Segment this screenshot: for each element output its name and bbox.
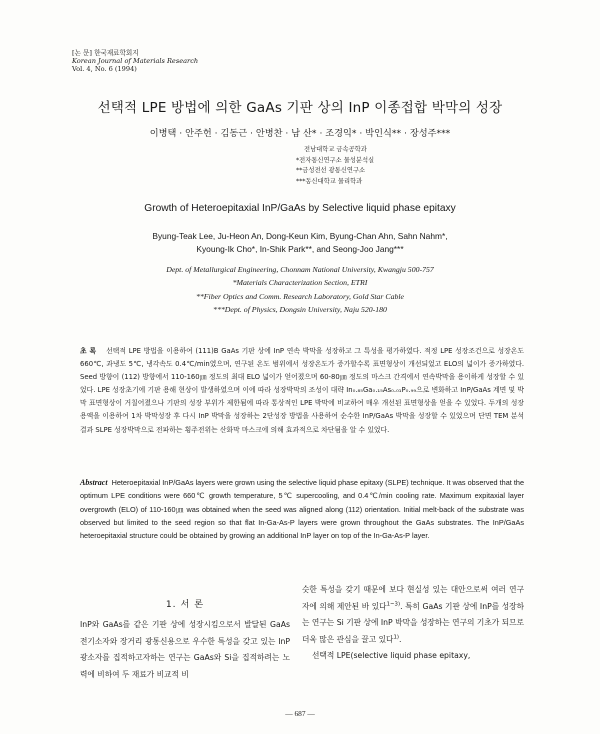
journal-volume: Vol. 4, No. 6 (1994)	[72, 64, 137, 73]
authors-en-line: Byung-Teak Lee, Ju-Heon An, Dong-Keun Kim, Byung-Chan Ahn, Sahn Nahm*,	[152, 231, 448, 241]
abstract-en-text: Heteroepitaxial InP/GaAs layers were grown using the selective liquid phase epitaxy (SLPE) technique. It was observed that the optimum LPE conditions were 660℃ growth temperature, 5℃ supercooling, and 0.4℃/min cooling rate. Maximum expitaxial layer overgrowth (ELO) of 110-160㎛ was obtained when the seed was aligned along (112) orientation. Initial melt-back of the substrate was observed but limited to the seed region so that flat In-Ga-As-P layers were grown throughout the GaAs substrates. The InP/GaAs heteroepitaxial structure could be obtained by growing an additional InP layer on top of the In-Ga-As-P layer.	[80, 478, 524, 541]
abstract-en	[80, 476, 524, 542]
body-text: 슷한 특성을 갖기 때문에 보다 현실성 있는 대안으로써 여러 연구자에 의해 제안된 바 있다	[302, 585, 524, 611]
affiliation-ko: *전자통신연구소 물성분석실	[296, 156, 375, 164]
body-text: .	[399, 634, 402, 644]
body-column-right	[302, 582, 524, 665]
abstract-ko-text: 선택적 LPE 방법을 이용하여 (111)B GaAs 기판 상에 InP 연속 박막을 성장하고 그 특성을 평가하였다. 적정 LPE 성장조건으로 성장온도 660℃, 과냉도 5℃, 냉각속도 0.4℃/min였으며, 연구된 온도 범위에서 성장온도가 증가할수록 표면형상이 개선되었고 ELO의 넓이가 증가하였다. Seed 방향이 (112) 방향에서 110-160㎛ 정도의 최대 ELO 넓이가 얻어졌으며 60-80㎛ 정도의 마스크 간격에서 연속박막을 용이하게 성장할 수 있었다. LPE 성장초기에 기판 용해 현상이 발생하였으며 이에 따라 성장박막의 조성이 대략 In₀.₈₅Ga₀.₁₅As₀.₀₁P₀.₉₉으로 변화하고 InP/GaAs 계면 및 박막 표면형상이 거칠어졌으나 기판의 성장 부위가 제한됨에 따라 통상적인 LPE 박막에 비교하여 매우 개선된 표면형상을 얻을 수 있었다. 두개의 성장용액을 이용하여 1차 박막성장 후 다시 InP 박막을 성장하는 2단성장 방법을 사용하여 순수한 InP/GaAs 박막을 성장할 수 있었으며 단면 TEM 분석 결과 SLPE 성장박막으로 전파하는 횡주전위는 산화막 마스크에 의해 효과적으로 차단됨을 알 수 있었다.	[80, 347, 525, 434]
affiliation-en: **Fiber Optics and Comm. Research Laboratory, Gold Star Cable	[195, 291, 405, 301]
abstract-ko	[80, 345, 524, 437]
paper-title-en: Growth of Heteroepitaxial InP/GaAs by Selective liquid phase epitaxy	[144, 203, 456, 214]
authors-en	[0, 230, 600, 256]
affiliation-ko: **금성전선 광통신연구소	[296, 167, 366, 174]
affiliation-en: ***Dept. of Physics, Dongsin University, Naju 520-180	[213, 304, 387, 314]
journal-header	[72, 50, 198, 73]
reference-marker: 1)	[393, 633, 399, 640]
body-text: 선택적 LPE(selective liquid phase epitaxy,	[312, 651, 471, 660]
affiliations-ko	[296, 145, 374, 187]
reference-marker: 1~3)	[386, 600, 401, 607]
section-heading-introduction: 1. 서 론	[165, 599, 205, 610]
affiliations-en	[0, 263, 600, 316]
affiliation-en: Dept. of Metallurgical Engineering, Chonnam National University, Kwangju 500-757	[166, 265, 434, 274]
journal-name-en: Korean Journal of Materials Research	[72, 56, 199, 65]
paper-title-ko: 선택적 LPE 방법에 의한 GaAs 기판 상의 InP 이종접합 박막의 성장	[97, 100, 503, 116]
body-paragraph	[302, 648, 524, 665]
journal-name-ko: [논 문] 한국재료학회지	[72, 49, 139, 57]
page-number: — 687 —	[285, 709, 315, 718]
affiliation-en: *Materials Characterization Section, ETRI	[232, 278, 368, 288]
affiliation-ko: 전남대학교 금속공학과	[304, 146, 367, 153]
affiliation-ko: ***동신대학교 물리학과	[296, 177, 363, 185]
body-column-left: InP와 GaAs를 같은 기판 상에 성장시킴으로서 발달된 GaAs 전기소자와 장거리 광통신용으로 우수한 특성을 갖고 있는 InP 광소자를 집적하고자하는 연구는 GaAs와 Si을 집적하려는 노력에 비하여 두 재료가 비교적 비	[80, 620, 290, 679]
abstract-en-label: Abstract	[80, 478, 108, 487]
abstract-ko-label: 초 록	[80, 347, 97, 355]
body-paragraph	[302, 582, 524, 648]
authors-en-line: Kyoung-Ik Cho*, In-Shik Park**, and Seong-Joo Jang***	[196, 244, 404, 255]
authors-ko: 이병택 · 안주헌 · 김동근 · 안병찬 · 남 산* · 조경익* · 박인식** · 장성주***	[149, 128, 451, 139]
body-text: . 특히 GaAs 기판 상에 InP를 성장하는 연구는 Si 기판 상에 InP 박막을 성장하는 연구의 기초가 되므로 더욱 많은 관심을 끌고 있다	[302, 601, 524, 644]
